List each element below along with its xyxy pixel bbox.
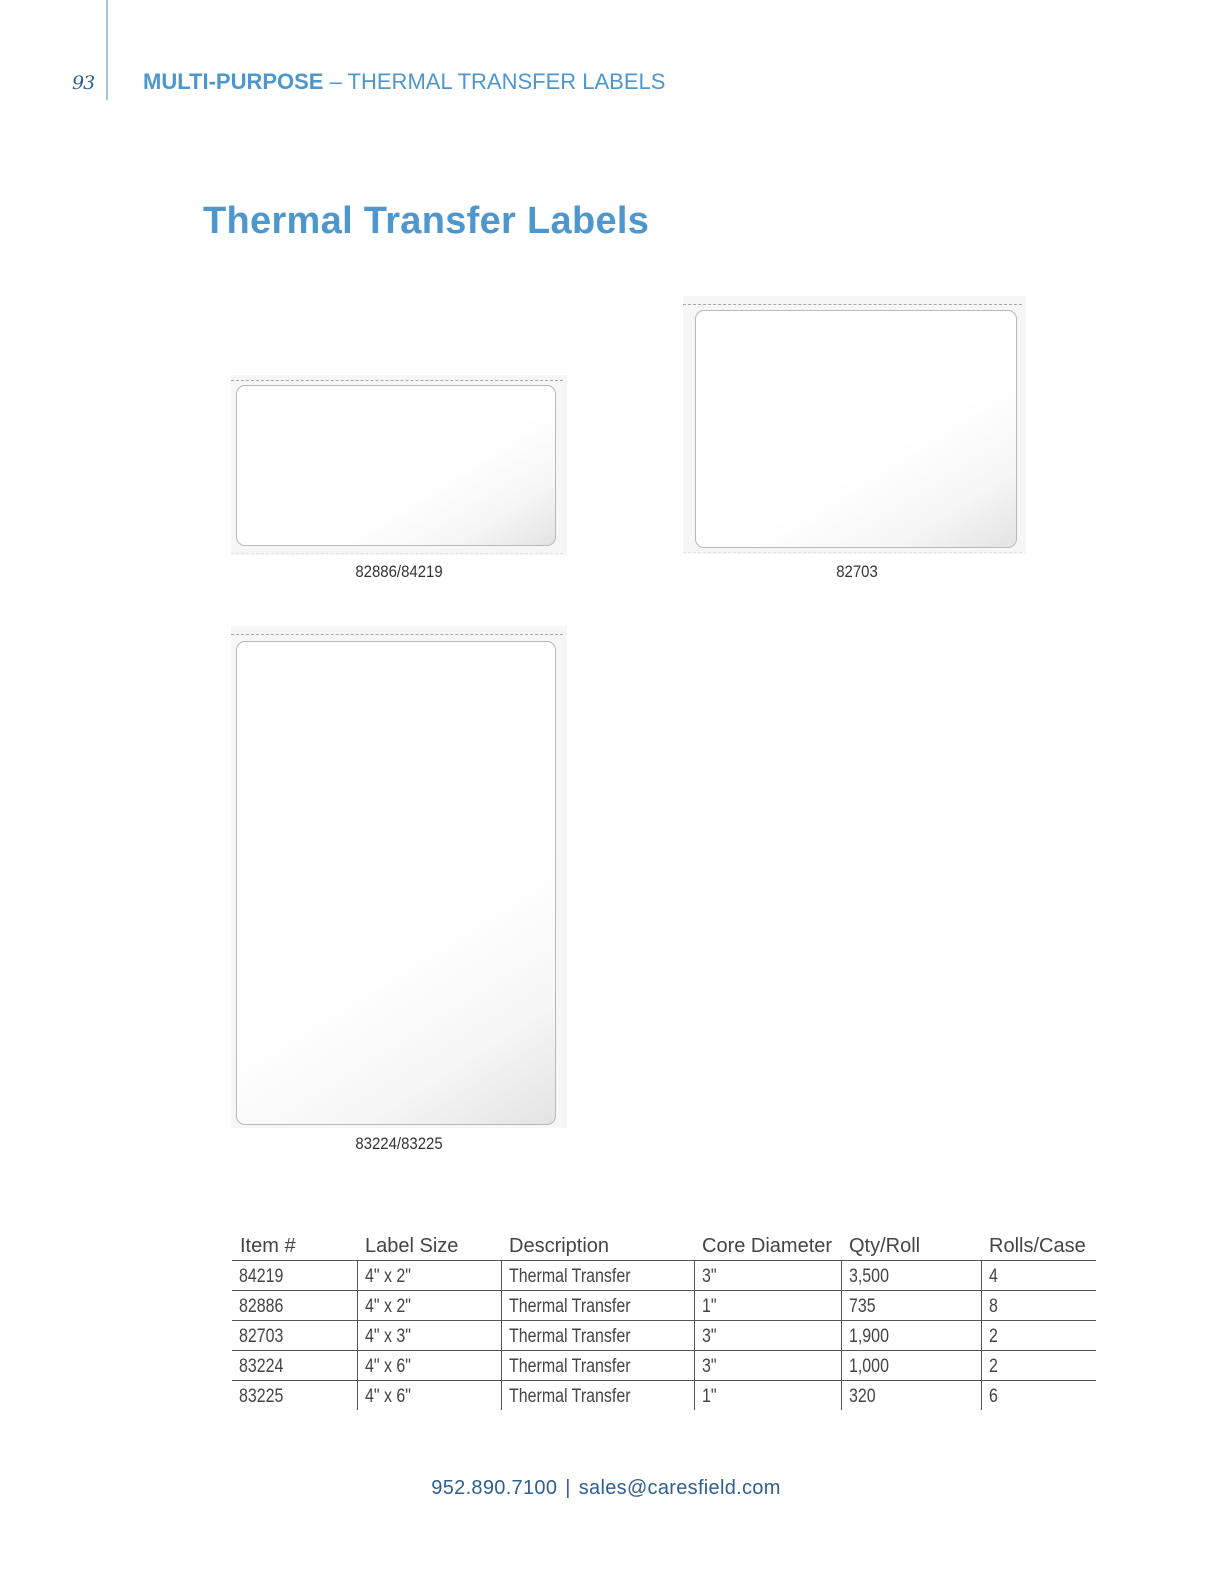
email-link[interactable]: sales@caresfield.com	[578, 1477, 781, 1499]
cell-item: 82703	[232, 1321, 357, 1351]
cell-description: Thermal Transfer	[501, 1351, 694, 1381]
label-image-4x3	[683, 296, 1026, 554]
table-row	[232, 1321, 1096, 1351]
perforation-line-bottom	[683, 552, 1022, 553]
cell-core-diameter: 3"	[694, 1351, 841, 1381]
column-header-core-diameter: Core Diameter	[694, 1230, 841, 1261]
perforation-line	[683, 304, 1022, 305]
table-row	[232, 1381, 1096, 1411]
phone-number[interactable]: 952.890.7100	[431, 1477, 558, 1499]
section-header	[143, 69, 665, 95]
cell-qty-roll: 320	[841, 1381, 981, 1411]
cell-core-diameter: 1"	[694, 1291, 841, 1321]
table-header-row	[232, 1230, 1096, 1261]
table-row	[232, 1291, 1096, 1321]
subsection-name: – THERMAL TRANSFER LABELS	[329, 69, 666, 94]
cell-label-size: 4" x 6"	[357, 1351, 501, 1381]
cell-item: 82886	[232, 1291, 357, 1321]
cell-label-size: 4" x 2"	[357, 1261, 501, 1291]
column-header-label-size: Label Size	[357, 1230, 501, 1261]
label-face	[236, 385, 556, 546]
column-header-rolls-case: Rolls/Case	[981, 1230, 1096, 1261]
page-footer	[0, 1477, 1212, 1500]
cell-description: Thermal Transfer	[501, 1261, 694, 1291]
cell-item: 83225	[239, 1385, 284, 1407]
cell-label-size: 4" x 3"	[357, 1321, 501, 1351]
header-rule	[106, 0, 108, 100]
page-title: Thermal Transfer Labels	[203, 200, 650, 242]
table-row	[232, 1351, 1096, 1381]
cell-rolls-case: 2	[981, 1351, 1096, 1381]
footer-separator: |	[565, 1477, 571, 1499]
cell-rolls-case: 2	[981, 1321, 1096, 1351]
column-header-qty-roll: Qty/Roll	[841, 1230, 981, 1261]
cell-description: Thermal Transfer	[501, 1291, 694, 1321]
column-header-item: Item #	[232, 1230, 357, 1261]
perforation-line	[231, 380, 563, 381]
cell-qty-roll: 1,900	[841, 1321, 981, 1351]
label-caption: 82886/84219	[355, 562, 443, 581]
cell-label-size: 4" x 6"	[357, 1381, 501, 1411]
cell-core-diameter: 1"	[694, 1381, 841, 1411]
label-image-4x2	[231, 375, 567, 555]
page-number: 93	[72, 72, 95, 94]
perforation-line-bottom	[231, 553, 563, 554]
cell-rolls-case: 4	[981, 1261, 1096, 1291]
cell-qty-roll: 1,000	[841, 1351, 981, 1381]
cell-rolls-case: 6	[981, 1381, 1096, 1411]
cell-label-size: 4" x 2"	[357, 1291, 501, 1321]
cell-qty-roll: 735	[841, 1291, 981, 1321]
table-row	[232, 1261, 1096, 1291]
column-header-description: Description	[501, 1230, 694, 1261]
cell-rolls-case: 8	[981, 1291, 1096, 1321]
label-image-4x6	[231, 626, 567, 1128]
cell-qty-roll: 3,500	[841, 1261, 981, 1291]
cell-core-diameter: 3"	[694, 1321, 841, 1351]
cell-description: Thermal Transfer	[501, 1321, 694, 1351]
cell-item: 84219	[232, 1261, 357, 1291]
cell-description: Thermal Transfer	[501, 1381, 694, 1411]
label-caption: 83224/83225	[355, 1134, 443, 1153]
product-table	[232, 1230, 1096, 1410]
label-face	[695, 310, 1017, 548]
cell-core-diameter: 3"	[694, 1261, 841, 1291]
label-caption: 82703	[836, 562, 878, 581]
perforation-line	[231, 634, 563, 635]
cell-item: 83224	[232, 1351, 357, 1381]
section-name: MULTI-PURPOSE	[143, 69, 324, 94]
label-face	[236, 641, 556, 1125]
